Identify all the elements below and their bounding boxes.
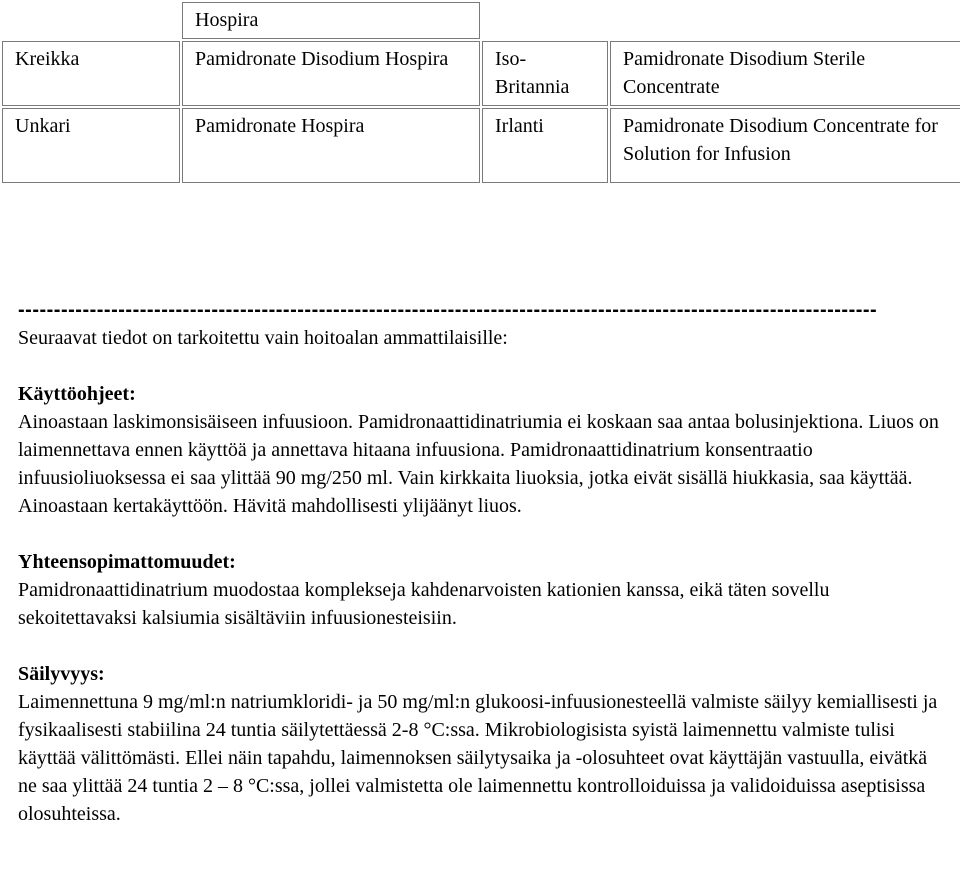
intro-text: Seuraavat tiedot on tarkoitettu vain hoitoalan ammattilaisille: [18, 327, 508, 349]
table-row [2, 41, 960, 106]
professional-info-section [18, 296, 948, 828]
product-names-table-wrapper [0, 0, 960, 185]
product-names-table [0, 0, 960, 185]
section-text-incompatibilities: Pamidronaattidinatrium muodostaa komplekseja kahdenarvoisten kationien kanssa, eikä täten sovellu sekoitettavaksi kalsiumia sisältäviin infuusionesteisiin. [18, 579, 830, 629]
table-cell [610, 2, 960, 39]
table-row [2, 2, 960, 39]
section-heading-instructions: Käyttöohjeet: [18, 383, 136, 405]
table-cell: Hospira [182, 2, 480, 39]
table-cell: Irlanti [482, 108, 608, 183]
table-cell: Pamidronate Disodium Concentrate for Solution for Infusion [610, 108, 960, 183]
table-cell [482, 2, 608, 39]
table-cell: Pamidronate Hospira [182, 108, 480, 183]
section-heading-incompatibilities: Yhteensopimattomuudet: [18, 551, 236, 573]
table-row [2, 108, 960, 183]
table-cell [2, 2, 180, 39]
table-cell: Iso-Britannia [482, 41, 608, 106]
table-cell: Unkari [2, 108, 180, 183]
section-text-shelf-life: Laimennettuna 9 mg/ml:n natriumkloridi- ja 50 mg/ml:n glukoosi-infuusionesteellä valmiste säilyy kemiallisesti ja fysikaalisesti stabiilina 24 tuntia säilytettäessä 2-8 °C:ssa. Mikrobiologisista syistä laimennettu valmiste tulisi käyttää välittömästi. Ellei näin tapahdu, laimennoksen säilytysaika ja -olosuhteet ovat käyttäjän vastuulla, eivätkä ne saa ylittää 24 tuntia 2 – 8 °C:ssa, jollei valmistetta ole laimennettu kontrolloiduissa ja validoiduissa aseptisissa olosuhteissa. [18, 691, 938, 825]
section-text-instructions: Ainoastaan laskimonsisäiseen infuusioon. Pamidronaattidinatriumia ei koskaan saa antaa bolusinjektiona. Liuos on laimennettava ennen käyttöä ja annettava hitaana infuusiona. Pamidronaattidinatrium konsentraatio infuusioliuoksessa ei saa ylittää 90 mg/250 ml. Vain kirkkaita liuoksia, jotka eivät sisällä hiukkasia, saa käyttää. Ainoastaan kertakäyttöön. Hävitä mahdollisesti ylijäänyt liuos. [18, 411, 939, 517]
table-cell: Pamidronate Disodium Sterile Concentrate [610, 41, 960, 106]
table-cell: Kreikka [2, 41, 180, 106]
separator-line: ------------------------------------------------------------------------------------------------------------------------ [18, 299, 878, 321]
table-cell: Pamidronate Disodium Hospira [182, 41, 480, 106]
section-heading-shelf-life: Säilyvyys: [18, 663, 105, 685]
